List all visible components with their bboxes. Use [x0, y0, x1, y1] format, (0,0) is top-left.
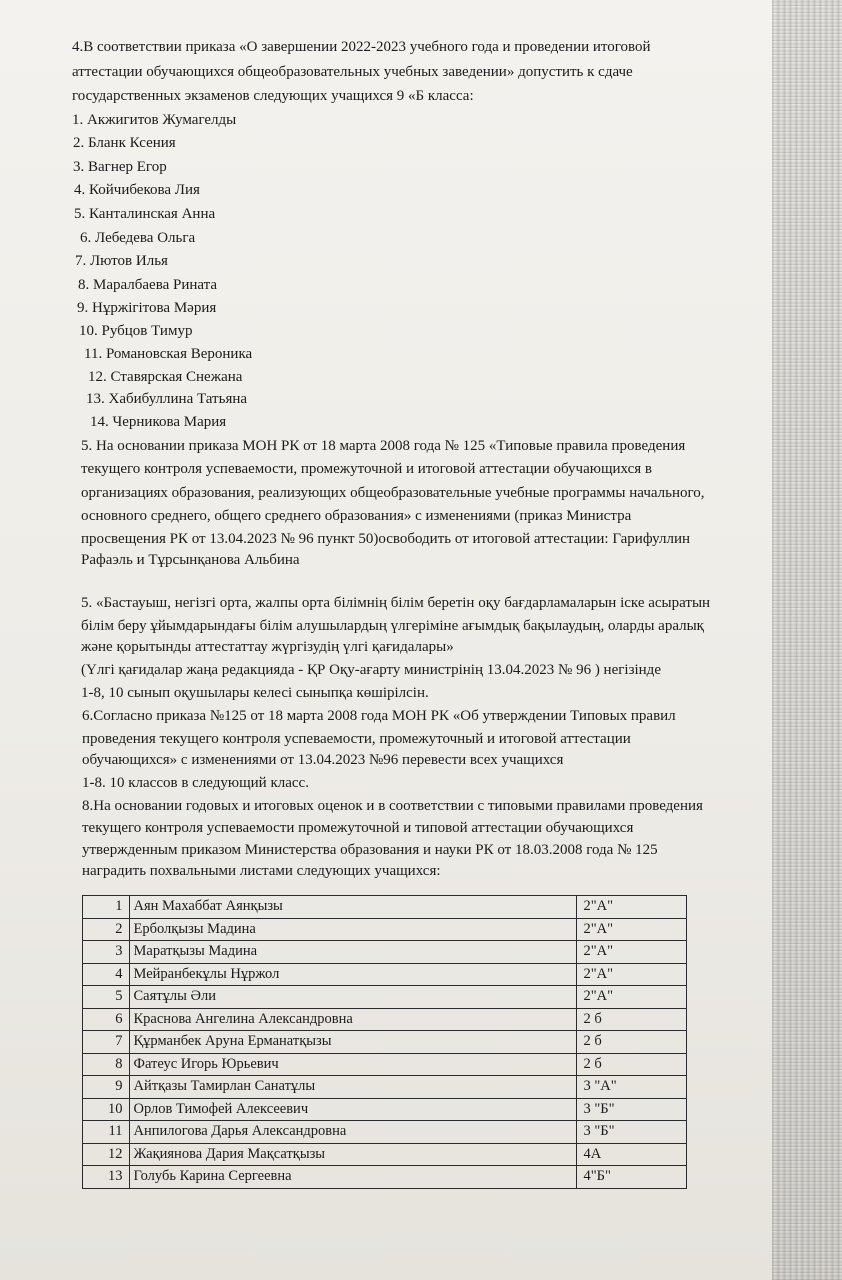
class-cell: 3 "Б": [577, 1121, 687, 1144]
student-list-item: 5. Канталинская Анна: [74, 206, 216, 222]
row-number-cell: 3: [83, 941, 130, 964]
student-name-cell: Краснова Ангелина Александровна: [129, 1008, 577, 1031]
table-row: [83, 896, 687, 919]
paragraph-8-line: текущего контроля успеваемости промежуточной и типовой аттестации обучающихся: [82, 820, 634, 836]
paragraph-8-line: утвержденным приказом Министерства образования и науки РК от 18.03.2008 года № 125: [82, 842, 658, 858]
paragraph-4-line: аттестации обучающихся общеобразовательных учебных заведении» допустить к сдаче: [72, 64, 633, 80]
class-cell: 2 б: [577, 1053, 687, 1076]
class-cell: 4"Б": [577, 1166, 687, 1189]
table-row: [83, 1008, 687, 1031]
paragraph-5-kz-line: 5. «Бастауыш, негізгі орта, жалпы орта білімнің білім беретін оқу бағдарламаларын іске асыратын: [81, 595, 711, 611]
student-name-cell: Маратқызы Мадина: [129, 941, 577, 964]
student-name-cell: Мейранбекұлы Нұржол: [129, 963, 577, 986]
scan-edge-artifact: [772, 0, 842, 1280]
student-list-item: 12. Ставярская Снежана: [88, 369, 243, 385]
student-name-cell: Орлов Тимофей Алексеевич: [129, 1098, 577, 1121]
paragraph-5-line: основного среднего, общего среднего образования» с изменениями (приказ Министра: [81, 508, 632, 524]
row-number-cell: 9: [83, 1076, 130, 1099]
row-number-cell: 11: [83, 1121, 130, 1144]
row-number-cell: 7: [83, 1031, 130, 1054]
row-number-cell: 1: [83, 896, 130, 919]
class-cell: 2"А": [577, 918, 687, 941]
table-row: [83, 1166, 687, 1189]
student-list-item: 8. Маралбаева Рината: [78, 277, 218, 293]
paragraph-4-line: государственных экзаменов следующих учащихся 9 «Б класса:: [72, 88, 474, 104]
student-list-item: 9. Нұржігітова Мәрия: [77, 300, 217, 316]
student-list-item: 14. Черникова Мария: [90, 414, 227, 430]
student-name-cell: Анпилогова Дарья Александровна: [129, 1121, 577, 1144]
paragraph-6-line: проведения текущего контроля успеваемости, промежуточный и итоговой аттестации: [82, 731, 631, 747]
student-list-item: 7. Лютов Илья: [75, 253, 168, 269]
class-cell: 2 б: [577, 1031, 687, 1054]
student-name-cell: Саятұлы Әли: [129, 986, 577, 1009]
class-cell: 2 б: [577, 1008, 687, 1031]
class-cell: 2"А": [577, 896, 687, 919]
table-row: [83, 1031, 687, 1054]
paragraph-6-line: 6.Согласно приказа №125 от 18 марта 2008 года МОН РК «Об утверждении Типовых правил: [82, 708, 676, 724]
class-cell: 4А: [577, 1143, 687, 1166]
paragraph-5-kz-line: және қорытынды аттестаттау жүргізудің үлгі қағидалары»: [81, 639, 454, 655]
student-list-item: 11. Романовская Вероника: [84, 346, 253, 362]
class-cell: 2"А": [577, 941, 687, 964]
class-cell: 2"А": [577, 986, 687, 1009]
student-name-cell: Фатеус Игорь Юрьевич: [129, 1053, 577, 1076]
paragraph-8-line: наградить похвальными листами следующих учащихся:: [82, 863, 441, 879]
paragraph-5-line: Рафаэль и Тұрсынқанова Альбина: [81, 552, 300, 568]
student-list-item: 13. Хабибуллина Татьяна: [86, 391, 248, 407]
student-name-cell: Құрманбек Аруна Ерманатқызы: [129, 1031, 577, 1054]
table-row: [83, 963, 687, 986]
student-name-cell: Жақиянова Дария Мақсатқызы: [129, 1143, 577, 1166]
row-number-cell: 8: [83, 1053, 130, 1076]
table-row: [83, 941, 687, 964]
row-number-cell: 13: [83, 1166, 130, 1189]
paragraph-5-line: текущего контроля успеваемости, промежуточной и итоговой аттестации обучающихся в: [81, 461, 652, 477]
paragraph-6-line: 1-8. 10 классов в следующий класс.: [82, 775, 309, 791]
student-list-item: 1. Акжигитов Жумагелды: [72, 112, 237, 128]
student-list-item: 6. Лебедева Ольга: [80, 230, 196, 246]
paragraph-6-line: обучающихся» с изменениями от 13.04.2023 №96 перевести всех учащихся: [82, 752, 564, 768]
table-row: [83, 986, 687, 1009]
student-list-item: 3. Вагнер Егор: [73, 159, 167, 175]
student-list-item: 4. Койчибекова Лия: [74, 182, 200, 198]
class-cell: 3 "А": [577, 1076, 687, 1099]
table-row: [83, 1053, 687, 1076]
paragraph-5-kz-line: (Үлгі қағидалар жаңа редакцияда - ҚР Оқу-ағарту министрінің 13.04.2023 № 96 ) негізінде: [81, 662, 661, 678]
student-list-item: 10. Рубцов Тимур: [79, 323, 193, 339]
row-number-cell: 12: [83, 1143, 130, 1166]
row-number-cell: 2: [83, 918, 130, 941]
paragraph-8-line: 8.На основании годовых и итоговых оценок и в соответствии с типовыми правилами проведения: [82, 798, 703, 814]
row-number-cell: 10: [83, 1098, 130, 1121]
table-row: [83, 918, 687, 941]
table-row: [83, 1143, 687, 1166]
table-row: [83, 1076, 687, 1099]
paragraph-5-line: организациях образования, реализующих общеобразовательные учебные программы начального,: [81, 485, 705, 501]
student-name-cell: Голубь Карина Сергеевна: [129, 1166, 577, 1189]
student-name-cell: Аян Махаббат Аянқызы: [129, 896, 577, 919]
student-list-item: 2. Бланк Ксения: [73, 135, 176, 151]
student-name-cell: Ерболқызы Мадина: [129, 918, 577, 941]
row-number-cell: 6: [83, 1008, 130, 1031]
paragraph-4-line: 4.В соответствии приказа «О завершении 2022-2023 учебного года и проведении итоговой: [72, 39, 651, 55]
paragraph-5-line: 5. На основании приказа МОН РК от 18 марта 2008 года № 125 «Типовые правила проведения: [81, 438, 686, 454]
class-cell: 3 "Б": [577, 1098, 687, 1121]
awards-table: [82, 895, 687, 1189]
table-row: [83, 1121, 687, 1144]
paragraph-5-kz-line: 1-8, 10 сынып оқушылары келесі сыныпқа көшірілсін.: [81, 685, 429, 701]
class-cell: 2"А": [577, 963, 687, 986]
row-number-cell: 4: [83, 963, 130, 986]
table-row: [83, 1098, 687, 1121]
paragraph-5-line: просвещения РК от 13.04.2023 № 96 пункт 50)освободить от итоговой аттестации: Гарифуллин: [81, 531, 691, 547]
paragraph-5-kz-line: білім беру ұйымдарындағы білім алушылардың үлгеріміне ағымдық бақылаудың, оларды аралық: [81, 618, 704, 634]
row-number-cell: 5: [83, 986, 130, 1009]
student-name-cell: Айтқазы Тамирлан Санатұлы: [129, 1076, 577, 1099]
